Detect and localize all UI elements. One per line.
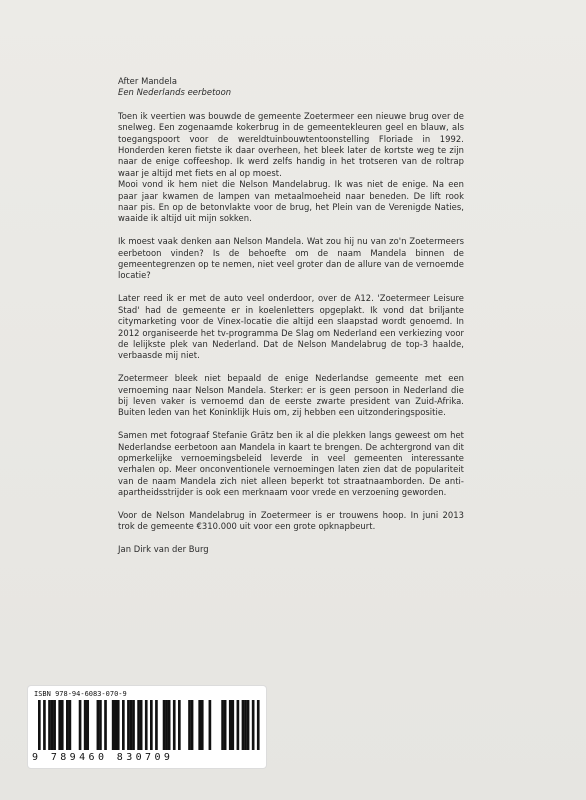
barcode-bar xyxy=(66,700,69,750)
barcode-bar xyxy=(244,700,247,750)
barcode-bar xyxy=(221,700,224,750)
barcode-bar xyxy=(48,700,51,750)
barcode-bar xyxy=(86,700,89,750)
paragraph-2: Mooi vond ik hem niet die Nelson Mandelabrug. Ik was niet de enige. Na een paar jaar kwamen de lampen van metaalmoeheid naar beneden. De lift rook naar pis. En op de betonvlakte voor de brug, het Plein van de Verenigde Naties, waaide ik altijd uit mijn sokken. xyxy=(118,179,464,224)
barcode-bar xyxy=(104,700,107,750)
barcode-bar xyxy=(150,700,153,750)
book-title: After Mandela xyxy=(118,76,178,86)
barcode-digits: 9 789460 830709 xyxy=(32,752,174,763)
barcode-bar xyxy=(201,700,204,750)
barcode-bar xyxy=(137,700,140,750)
barcode-bar xyxy=(252,700,255,750)
barcode-bar xyxy=(61,700,64,750)
barcode-bar xyxy=(132,700,135,750)
barcode-bar xyxy=(58,700,61,750)
barcode-bar xyxy=(173,700,176,750)
barcode-bar xyxy=(242,700,245,750)
barcode-bar xyxy=(163,700,166,750)
isbn-barcode xyxy=(28,686,266,768)
paragraph-6: Samen met fotograaf Stefanie Grätz ben ik al die plekken langs geweest om het Nederlandse eerbetoon aan Mandela in kaart te brengen. De achtergrond van dit opmerkelijke vernoemingsbeleid leverde in veel gemeenten interessante verhalen op. Meer onconventionele vernoemingen laten zien dat de populariteit van de naam Mandela zich niet alleen beperkt tot straatnaamborden. De anti-apartheidsstrijder is ook een merknaam voor vrede en verzoening geworden. xyxy=(118,430,464,498)
barcode-bars xyxy=(38,700,262,750)
barcode-bar xyxy=(247,700,250,750)
barcode-bar xyxy=(69,700,72,750)
back-cover-text xyxy=(118,76,464,567)
barcode-bar xyxy=(198,700,201,750)
paragraph-5: Zoetermeer bleek niet bepaald de enige Nederlandse gemeente met een vernoeming naar Nelson Mandela. Sterker: er is geen persoon in Nederland die bij leven vaker is vernoemd dan de eerste zwarte president van Zuid-Afrika. Buiten leden van het Koninklijk Huis om, zij hebben een uitzonderingspositie. xyxy=(118,373,464,418)
barcode-bar xyxy=(145,700,148,750)
paragraph-7: Voor de Nelson Mandelabrug in Zoetermeer is er trouwens hoop. In juni 2013 trok de gemeente €310.000 uit voor een grote opknapbeurt. xyxy=(118,509,464,532)
barcode-bar xyxy=(165,700,168,750)
barcode-bar xyxy=(84,700,87,750)
barcode-bar xyxy=(191,700,194,750)
barcode-bar xyxy=(168,700,171,750)
barcode-bar xyxy=(209,700,212,750)
barcode-bar xyxy=(224,700,227,750)
barcode-bar xyxy=(229,700,232,750)
barcode-bar xyxy=(114,700,117,750)
isbn-label: ISBN 978-94-6083-070-9 xyxy=(34,690,127,698)
barcode-bar xyxy=(112,700,115,750)
barcode-bar xyxy=(140,700,143,750)
barcode-bar xyxy=(38,700,41,750)
barcode-bar xyxy=(178,700,181,750)
barcode-bar xyxy=(51,700,54,750)
barcode-bar xyxy=(130,700,133,750)
barcode-bar xyxy=(79,700,82,750)
barcode-bar xyxy=(117,700,120,750)
barcode-bar xyxy=(53,700,56,750)
paragraph-4: Later reed ik er met de auto veel onderdoor, over de A12. 'Zoetermeer Leisure Stad' had de gemeente er in koelenletters opgeplakt. Ik vond dat briljante citymarketing voor de Vinex-locatie die altijd een slaapstad wordt genoemd. In 2012 organiseerde het tv-programma De Slag om Nederland een verkiezing voor de lelijkste plek van Nederland. Dat de Nelson Mandelabrug de top-3 haalde, verbaasde mij niet. xyxy=(118,293,464,361)
barcode-bar xyxy=(99,700,102,750)
barcode-bar xyxy=(97,700,100,750)
author-signature: Jan Dirk van der Burg xyxy=(118,544,209,555)
paragraph-3: Ik moest vaak denken aan Nelson Mandela. Wat zou hij nu van zo'n Zoetermeers eerbetoon vinden? Is de behoefte om de naam Mandela binnen de gemeentegrenzen op te nemen, niet veel groter dan de allure van de vernoemde locatie? xyxy=(118,236,464,281)
barcode-bar xyxy=(231,700,234,750)
barcode-bar xyxy=(237,700,240,750)
heading xyxy=(118,76,464,99)
paragraph-1: Toen ik veertien was bouwde de gemeente Zoetermeer een nieuwe brug over de snelweg. Een zogenaamde kokerbrug in de gemeentekleuren geel en blauw, als toegangspoort voor de wereldtuinbouwtentoonstelling Floriade in 1992. Honderden keren fietste ik daar overheen, het bleek later de kortste weg te zijn naar de enige coffeeshop. Ik werd zelfs handig in het trotseren van de roltrap waar je altijd met fiets en al op moest. xyxy=(118,110,464,178)
barcode-bar xyxy=(122,700,125,750)
barcode-bar xyxy=(188,700,191,750)
book-subtitle: Een Nederlands eerbetoon xyxy=(118,87,232,98)
barcode-bar xyxy=(127,700,130,750)
barcode-bar xyxy=(155,700,158,750)
barcode-bar xyxy=(43,700,46,750)
barcode-bar xyxy=(257,700,260,750)
